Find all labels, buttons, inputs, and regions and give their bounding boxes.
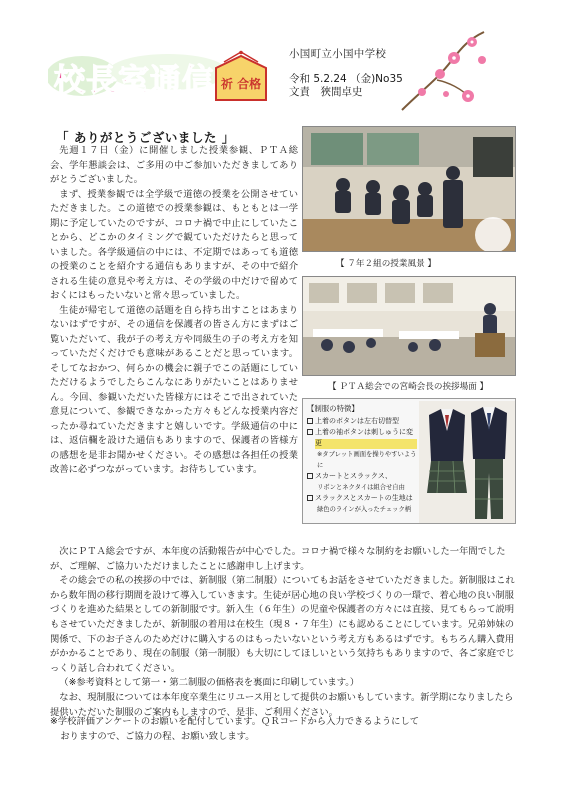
article-continuation bbox=[50, 545, 520, 720]
uniform-photo bbox=[419, 401, 515, 523]
paragraph: 次にＰＴＡ総会ですが、本年度の活動報告が中心でした。コロナ禍で様々な制約をお願いした一年間でしたが、ご理解、ご協力いただけましたことに感謝申し上げます。 bbox=[50, 546, 506, 572]
plum-blossom-icon bbox=[392, 30, 492, 112]
author-line: 文責 狹間卓史 bbox=[289, 86, 363, 98]
issue-date: 令和 5.2.24 （金)No35 bbox=[289, 73, 403, 85]
survey-notice bbox=[50, 714, 520, 744]
spec-title: 【制服の特徴】 bbox=[307, 404, 359, 413]
article-headline: 「 ありがとうございました 」 bbox=[56, 130, 235, 145]
photo-caption: 【 ７年２組の授業風景 】 bbox=[336, 259, 436, 269]
classroom-photo bbox=[302, 126, 516, 252]
spec-sub: ※タブレット画面を操りやすいように bbox=[317, 451, 417, 469]
spec-item: 上着のボタンは左右切替型 bbox=[307, 416, 417, 427]
survey-notice-line: おりますので、ご協力の程、お願い致します。 bbox=[60, 731, 255, 742]
spec-sub: 緑色のラインが入ったチェック柄 bbox=[317, 506, 412, 513]
checkbox-icon bbox=[307, 495, 313, 501]
survey-notice-line: ※学校評価アンケートのお願いを配付しています。ＱＲコードから入力できるようにして bbox=[50, 716, 420, 727]
paragraph: 生徒が帰宅して道徳の話題を自ら持ち出すことはあまりないはずですが、その通信を保護者の皆さん方にまずはご覧いただいて、我が子の考え方や同級生の子の考え方を知っていただくだけでも意味があることだと思っています。そしてなおかつ、何らかの機会に親子でこの話題にしていただけるようでしたらこんなにありがたいことはありません。今回、参観いただいた皆様方にはそこで出されていた意見について、参観できなかった方々もどんな授業内容だったか尋ねていただきますと嬉しいです。学級通信の中には、返信欄を設けた通信もありますので、保護者の皆様方の感想を是非お聞かせください。その感想は各担任の授業改善に必ずつながっています。お待ちしています。 bbox=[50, 304, 298, 475]
checkbox-icon bbox=[307, 473, 313, 479]
uniform-feature-box bbox=[302, 398, 516, 524]
photo-caption: 【 ＰＴＡ総会での宮崎会長の挨拶場面 】 bbox=[328, 382, 489, 392]
paragraph: なお、現制服については本年度卒業生にリユース用として提供のお願いもしています。新学期になりましたら提供いただいた制服のご案内もしますので、是非、ご利用ください。 bbox=[50, 691, 514, 718]
paragraph: その総会での私の挨拶の中では、新制服（第二制服）についてもお話をさせていただきました。新制服はこれから数年間の移行期間を設けて導入していきます。生徒が居心地の良い学校づくりの一環で、着心地の良い制服づくりを進めた結果としての新制服です。新入生（６年生）の児童や保護者の方々には直接、見てもらって説明もさせていただきましたが、新制服の着用は在校生（現８・７年生）にも認めることにしています。兄弟姉妹の関係で、下のお子さんのためだけに購入するのはもったいないという考え方もあるはずです。もちろん購入費用がかかることであり、現在の制服（第一制服）も大切にしてほしいという気持ちもありますので、各ご家庭でじっくり話し合われてください。 bbox=[50, 575, 515, 674]
checkbox-icon bbox=[307, 418, 313, 424]
masthead-logo bbox=[48, 50, 286, 108]
school-name: 小国町立小国中学校 bbox=[289, 48, 387, 60]
paragraph: （※参考資料として第一・第二制服の価格表を裏面に印刷しています。） bbox=[59, 677, 360, 689]
ema-text: 祈 合格 bbox=[220, 77, 262, 91]
spec-item: スカートとスラックス、 bbox=[307, 471, 417, 482]
paragraph: 先週１７日（金）に開催しました授業参観、ＰＴＡ総会、学年懇談会は、ご多用の中ご参加いただきましてありがとうございました。 bbox=[50, 145, 298, 185]
newsletter-title: 校長室通信 bbox=[54, 63, 214, 99]
pta-meeting-photo bbox=[302, 276, 516, 376]
checkbox-icon bbox=[307, 429, 313, 435]
spec-sub: リボンとネクタイは組合せ自由 bbox=[317, 484, 405, 491]
spec-item: 上着の袖ボタンは刺しゅうに変更 bbox=[307, 427, 417, 449]
school-info bbox=[289, 48, 403, 99]
spec-item: スラックスとスカートの生地は bbox=[307, 493, 417, 504]
ema-plaque-icon bbox=[216, 51, 266, 100]
uniform-spec-list bbox=[307, 403, 417, 515]
article-column bbox=[50, 144, 298, 478]
paragraph: まず、授業参観では全学級で道徳の授業を公開させていただきました。この道徳での授業参観は、もともとは一学期に予定していたのですが、コロナ禍で中止にしていたことから、どこかのタイミングで観ていただけたらと思っていました。各学級通信の中には、不定期ではあっても道徳の授業のことを紹介する通信もありますが、その中で紹介される生徒の意見や考え方は、その学級の中だけで留めておくにはもったいないと常々思っていました。 bbox=[50, 188, 298, 301]
